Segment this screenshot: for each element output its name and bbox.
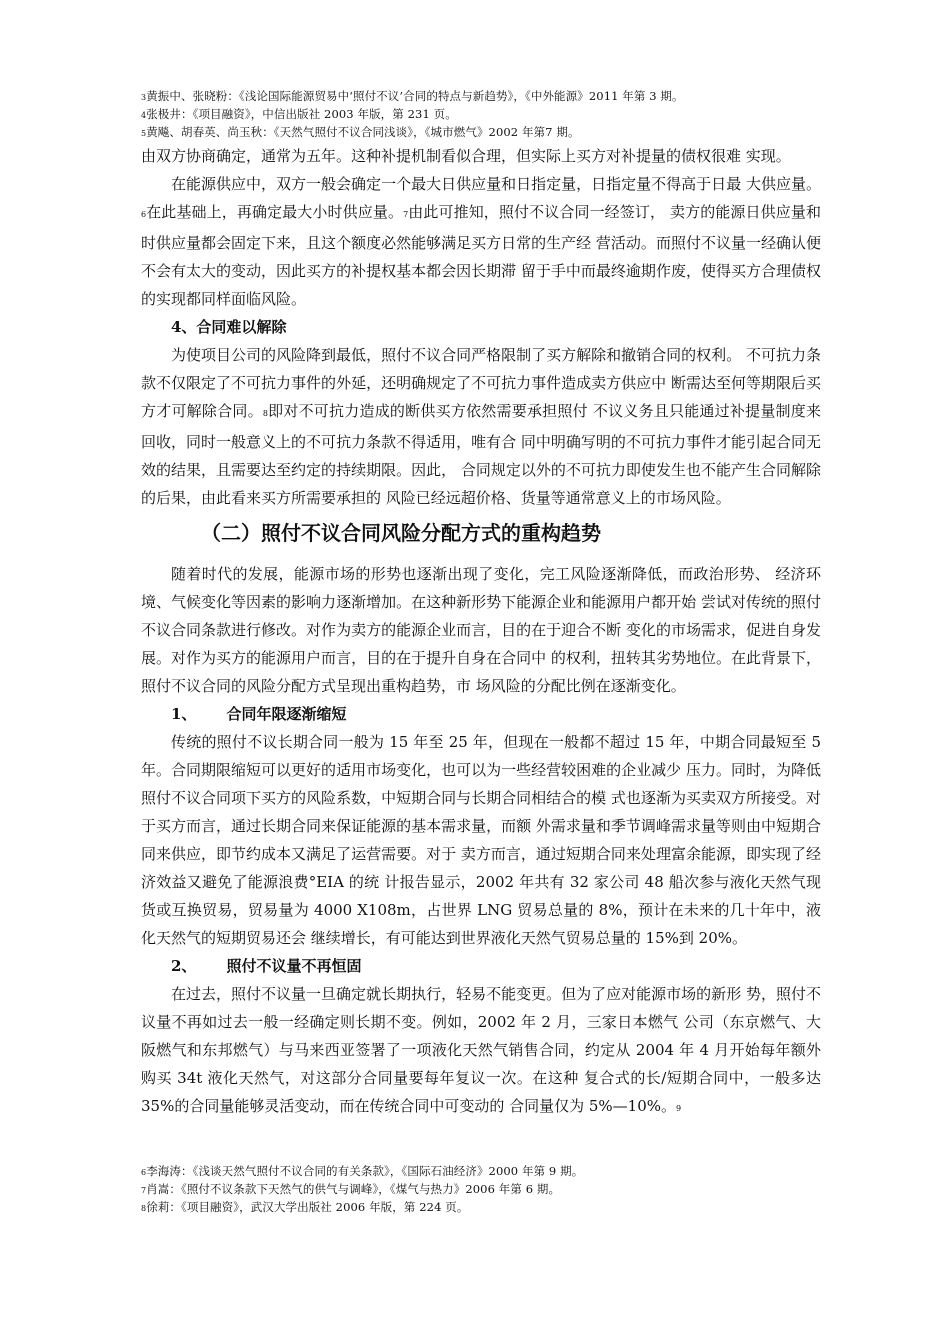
footnote-6 [141, 1163, 821, 1181]
paragraph-text: 在能源供应中，双方一般会确定一个最大日供应量和日指定量，日指定量不得高于日最 大供应量。 [171, 175, 821, 193]
footnote-7 [141, 1181, 821, 1199]
paragraph-6 [141, 980, 821, 1123]
footnote-number: 4 [141, 111, 147, 120]
footnote-text: 徐莉：《项目融资》，武汉大学出版社 2006 年版，第 224 页。 [146, 1200, 469, 1214]
paragraph-text: 即对不可抗力造成的断供买方依然需要承担照付 不议义务且只能通过补提量制度来回收，同时一般意义上的不可抗力条款不得适用，唯有合 同中明确写明的不可抗力事件才能引起合同无效的结果，且需要达至约定的持续期限。因此， 合同规定以外的不可抗力即使发生也不能产生合同解除的后果，由此看来买方所需要承担的 风险已经远超价格、货量等通常意义上的市场风险。 [141, 402, 821, 507]
footnote-number: 8 [141, 1204, 147, 1213]
footnote-number: 5 [141, 129, 147, 138]
footnote-5 [141, 124, 821, 142]
footnote-ref: 9 [676, 1104, 682, 1113]
footnote-8 [141, 1199, 821, 1217]
paragraph-text: 在过去，照付不议量一旦确定就长期执行，轻易不能变更。但为了应对能源市场的新形 势，照付不议量不再如过去一般一经确定则长期不变。例如，2002 年 2 月，三家日本燃气 公司（东京燃气、大阪燃气和东邦燃气）与马来西亚签署了一项液化天然气销售合同，约定从 2004 年 4 月开始每年额外购买 34t 液化天然气，对这部分合同量要每年复议一次。在这种 复合式的长/短期合同中，一般多达 35%的合同量能够灵活变动，而在传统合同中可变动的 合同量仅为 5%—10%。 [141, 985, 821, 1115]
paragraph-text: 在此基础上，再确定最大小时供应量。 [146, 203, 404, 221]
heading-contract-termination: 4、合同难以解除 [171, 318, 287, 336]
document-page [141, 88, 821, 1123]
footnote-ref: 7 [403, 210, 409, 219]
footnote-text: 李海涛：《浅谈天然气照付不议合同的有关条款》，《国际石油经济》2000 年第 9 期。 [146, 1164, 584, 1178]
paragraph-text: 由此可推知，照付不议合同一经签订， 卖方的能源日供应量和时供应量都会固定下来，且这个额度必然能够满足买方日常的生产经 营活动。而照付不议量一经确认便不会有太大的变动，因此买方的补提权基本都会因长期滞 留于手中而最终逾期作废，使得买方合理债权的实现都同样面临风险。 [141, 203, 821, 308]
heading-subsection-1 [141, 700, 821, 728]
footnote-ref: 6 [141, 210, 147, 219]
footnote-number: 6 [141, 1168, 147, 1177]
section-heading: （二）照付不议合同风险分配方式的重构趋势 [201, 521, 601, 545]
heading-text: 照付不议量不再恒固 [226, 957, 362, 975]
footnote-3 [141, 88, 821, 106]
paragraph-1: 由双方协商确定，通常为五年。这种补提机制看似合理，但实际上买方对补提量的债权很难 实现。 [141, 147, 791, 165]
footnote-text: 肖嵩：《照付不议条款下天然气的供气与调峰》，《煤气与热力》2006 年第 6 期。 [146, 1182, 561, 1196]
paragraph-2 [141, 170, 821, 313]
heading-number: 1、 [171, 705, 197, 723]
footnote-text: 张极井：《项目融资》，中信出版社 2003 年版，第 231 页。 [146, 107, 457, 121]
footnote-number: 7 [141, 1186, 147, 1195]
paragraph-3 [141, 341, 821, 512]
footnote-text: 黄振中、张晓粉：《浅论国际能源贸易中‘照付不议’合同的特点与新趋势》，《中外能源》2011 年第 3 期。 [146, 89, 684, 103]
heading-number: 2、 [171, 957, 197, 975]
paragraph-text: 为使项目公司的风险降到最低，照付不议合同严格限制了买方解除和撤销合同的权利。 不可抗力条款不仅限定了不可抗力事件的外延，还明确规定了不可抗力事件造成卖方供应中 断需达至何等期限后买方才可解除合同。 [141, 346, 821, 420]
bottom-footnotes [141, 1163, 821, 1217]
heading-text: 合同年限逐渐缩短 [226, 705, 347, 723]
footnote-4 [141, 106, 821, 124]
heading-subsection-2 [141, 952, 821, 980]
paragraph-5: 传统的照付不议长期合同一般为 15 年至 25 年，但现在一般都不超过 15 年，中期合同最短至 5 年。合同期限缩短可以更好的适用市场变化，也可以为一些经营较困难的企业减少 压力。同时，为降低照付不议合同项下买方的风险系数，中短期合同与长期合同相结合的模 式也逐渐为买卖双方所接受。对于买方而言，通过长期合同来保证能源的基本需求量，而额 外需求量和季节调峰需求量等则由中短期合同来供应，即节约成本又满足了运营需要。对于 卖方而言，通过短期合同来处理富余能源，即实现了经济效益又避免了能源浪费°EIA 的统 计报告显示，2002 年共有 32 家公司 48 船次参与液化天然气现货或互换贸易，贸易量为 4000 X108m，占世界 LNG 贸易总量的 8%，预计在未来的几十年中，液化天然气的短期贸易还会 继续增长，有可能达到世界液化天然气贸易总量的 15%到 20%。 [141, 733, 821, 947]
footnote-text: 黄飚、胡春英、尚玉秋：《天然气照付不议合同浅谈》，《城市燃气》2002 年第7 期。 [146, 125, 580, 139]
footnote-ref: 8 [262, 409, 268, 418]
paragraph-4: 随着时代的发展，能源市场的形势也逐渐出现了变化，完工风险逐渐降低，而政治形势、 经济环境、气候变化等因素的影响力逐渐增加。在这种新形势下能源企业和能源用户都开始 尝试对传统的照付不议合同条款进行修改。对作为卖方的能源企业而言，目的在于迎合不断 变化的市场需求，促进自身发展。对作为买方的能源用户而言，目的在于提升自身在合同中 的权利，扭转其劣势地位。在此背景下，照付不议合同的风险分配方式呈现出重构趋势，市 场风险的分配比例在逐渐变化。 [141, 565, 821, 695]
footnote-number: 3 [141, 93, 147, 102]
